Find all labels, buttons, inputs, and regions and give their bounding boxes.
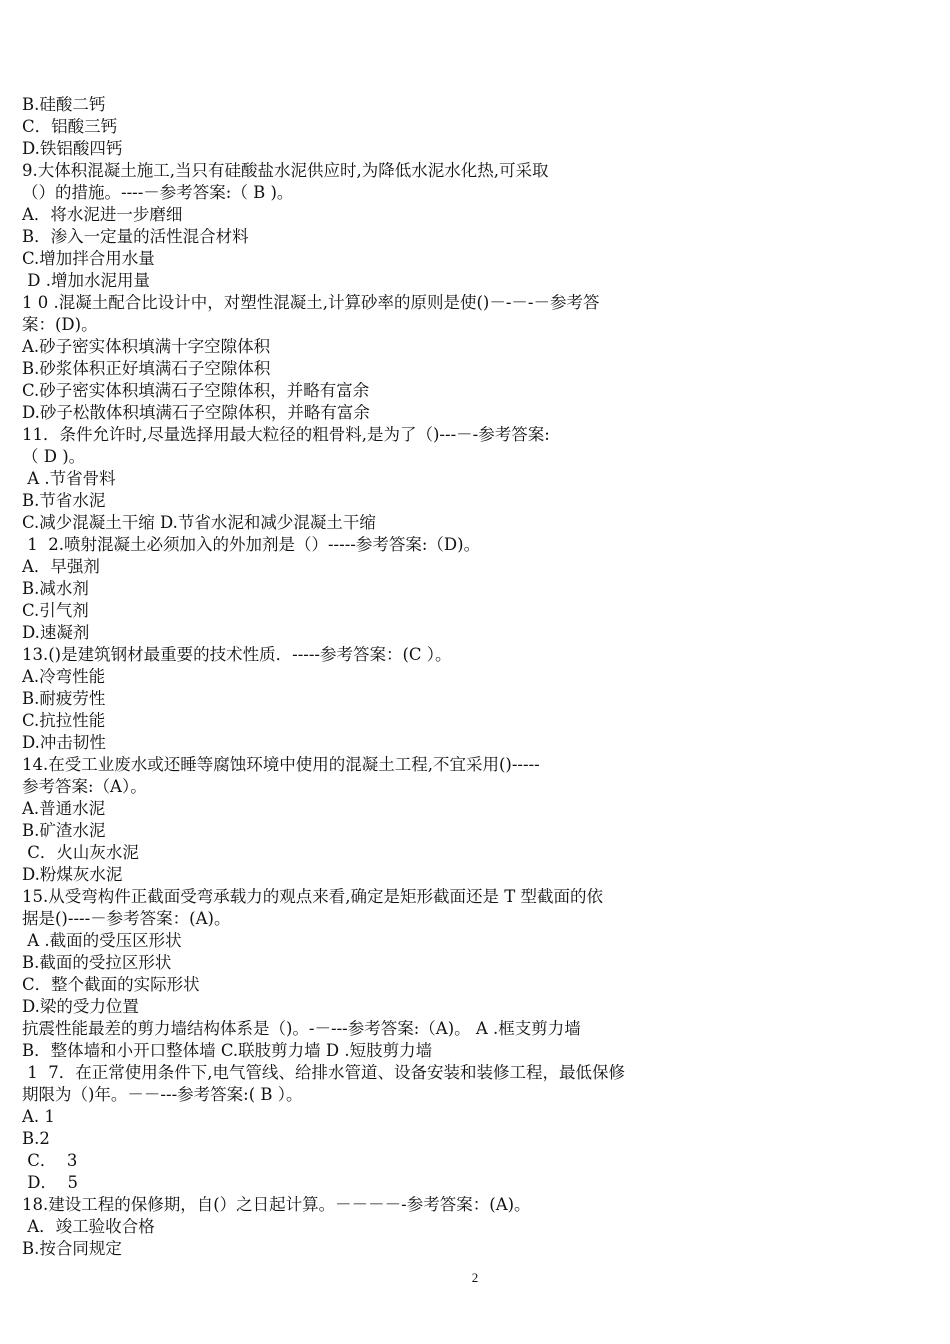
text-line: D.梁的受力位置 <box>22 997 139 1016</box>
text-line: B．整体墙和小开口整体墙 C.联肢剪力墙 D .短肢剪力墙 <box>22 1041 433 1060</box>
text-line: B.矿渣水泥 <box>22 821 106 840</box>
text-line: A.冷弯性能 <box>22 667 106 686</box>
page-number: 2 <box>471 1270 479 1285</box>
text-line: A.普通水泥 <box>22 799 106 818</box>
text-line: C．铝酸三钙 <box>22 117 118 136</box>
text-line: C．整个截面的实际形状 <box>22 975 200 994</box>
text-line: D． 5 <box>22 1173 78 1192</box>
text-line: 参考答案:（A）。 <box>22 777 147 796</box>
text-line: （）的措施。----－参考答案:（ B )。 <box>22 183 294 202</box>
text-line: B.减水剂 <box>22 579 89 598</box>
text-line: C.引气剂 <box>22 601 89 620</box>
text-line: D.冲击韧性 <box>22 733 106 752</box>
text-line: A.砂子密实体积填满十字空隙体积 <box>22 337 271 356</box>
text-line: 案：(D)。 <box>22 315 98 334</box>
text-line: C．火山灰水泥 <box>22 843 139 862</box>
text-line: B.砂浆体积正好填满石子空隙体积 <box>22 359 271 378</box>
question-line: 13.()是建筑钢材最重要的技术性质．-----参考答案：(C ）。 <box>22 645 452 664</box>
question-line: 14.在受工业废水或还睡等腐蚀环境中使用的混凝土工程,不宜采用()----- <box>22 755 540 774</box>
question-line: 1 0 .混凝土配合比设计中，对塑性混凝土,计算砂率的原则是使()－-－-－参考答 <box>22 293 600 312</box>
question-line: 9.大体积混凝土施工,当只有硅酸盐水泥供应时,为降低水泥水化热,可采取 <box>22 161 549 180</box>
text-line: D .增加水泥用量 <box>22 271 150 290</box>
text-line: B.节省水泥 <box>22 491 106 510</box>
text-line: B.硅酸二钙 <box>22 95 106 114</box>
text-line: B.耐疲劳性 <box>22 689 106 708</box>
question-line: 抗震性能最差的剪力墙结构体系是（)。-－---参考答案:（A)。 A .框支剪力墙 <box>22 1019 581 1038</box>
text-line: A．竣工验收合格 <box>22 1217 155 1236</box>
text-line: A. 1 <box>22 1107 55 1126</box>
text-line: B.截面的受拉区形状 <box>22 953 172 972</box>
text-line: A．早强剂 <box>22 557 100 576</box>
document-body <box>22 94 722 1260</box>
text-line: B．渗入一定量的活性混合材料 <box>22 227 249 246</box>
text-line: B.按合同规定 <box>22 1239 122 1258</box>
text-line: D.砂子松散体积填满石子空隙体积，并略有富余 <box>22 403 370 422</box>
text-line: A．将水泥进一步磨细 <box>22 205 183 224</box>
text-line: C.砂子密实体积填满石子空隙体积，并略有富余 <box>22 381 370 400</box>
question-line: 15.从受弯构件正截面受弯承载力的观点来看,确定是矩形截面还是 T 型截面的依 <box>22 887 603 906</box>
text-line: D.铁铝酸四钙 <box>22 139 123 158</box>
text-line: 期限为（)年。－－---参考答案:( B ）。 <box>22 1085 303 1104</box>
text-line: C.增加拌合用水量 <box>22 249 155 268</box>
text-line: C.减少混凝土干缩 D.节省水泥和减少混凝土干缩 <box>22 513 376 532</box>
text-line: 据是()----－参考答案：(A)。 <box>22 909 231 928</box>
text-line: A .节省骨料 <box>22 469 116 488</box>
text-line: A .截面的受压区形状 <box>22 931 182 950</box>
text-line: （ D )。 <box>22 447 86 466</box>
text-line: C． 3 <box>22 1151 78 1170</box>
text-line: B.2 <box>22 1129 50 1148</box>
text-line: C.抗拉性能 <box>22 711 106 730</box>
text-line: D.粉煤灰水泥 <box>22 865 123 884</box>
question-line: 1 2.喷射混凝土必须加入的外加剂是（）-----参考答案:（D)。 <box>22 535 481 554</box>
question-line: 11．条件允许时,尽量选择用最大粒径的粗骨料,是为了（)---－-参考答案: <box>22 425 550 444</box>
question-line: 1 7．在正常使用条件下,电气管线、给排水管道、设备安装和装修工程，最低保修 <box>22 1063 625 1082</box>
question-line: 18.建设工程的保修期，自(）之日起计算。－－－－-参考答案：(A)。 <box>22 1195 531 1214</box>
text-line: D.速凝剂 <box>22 623 90 642</box>
